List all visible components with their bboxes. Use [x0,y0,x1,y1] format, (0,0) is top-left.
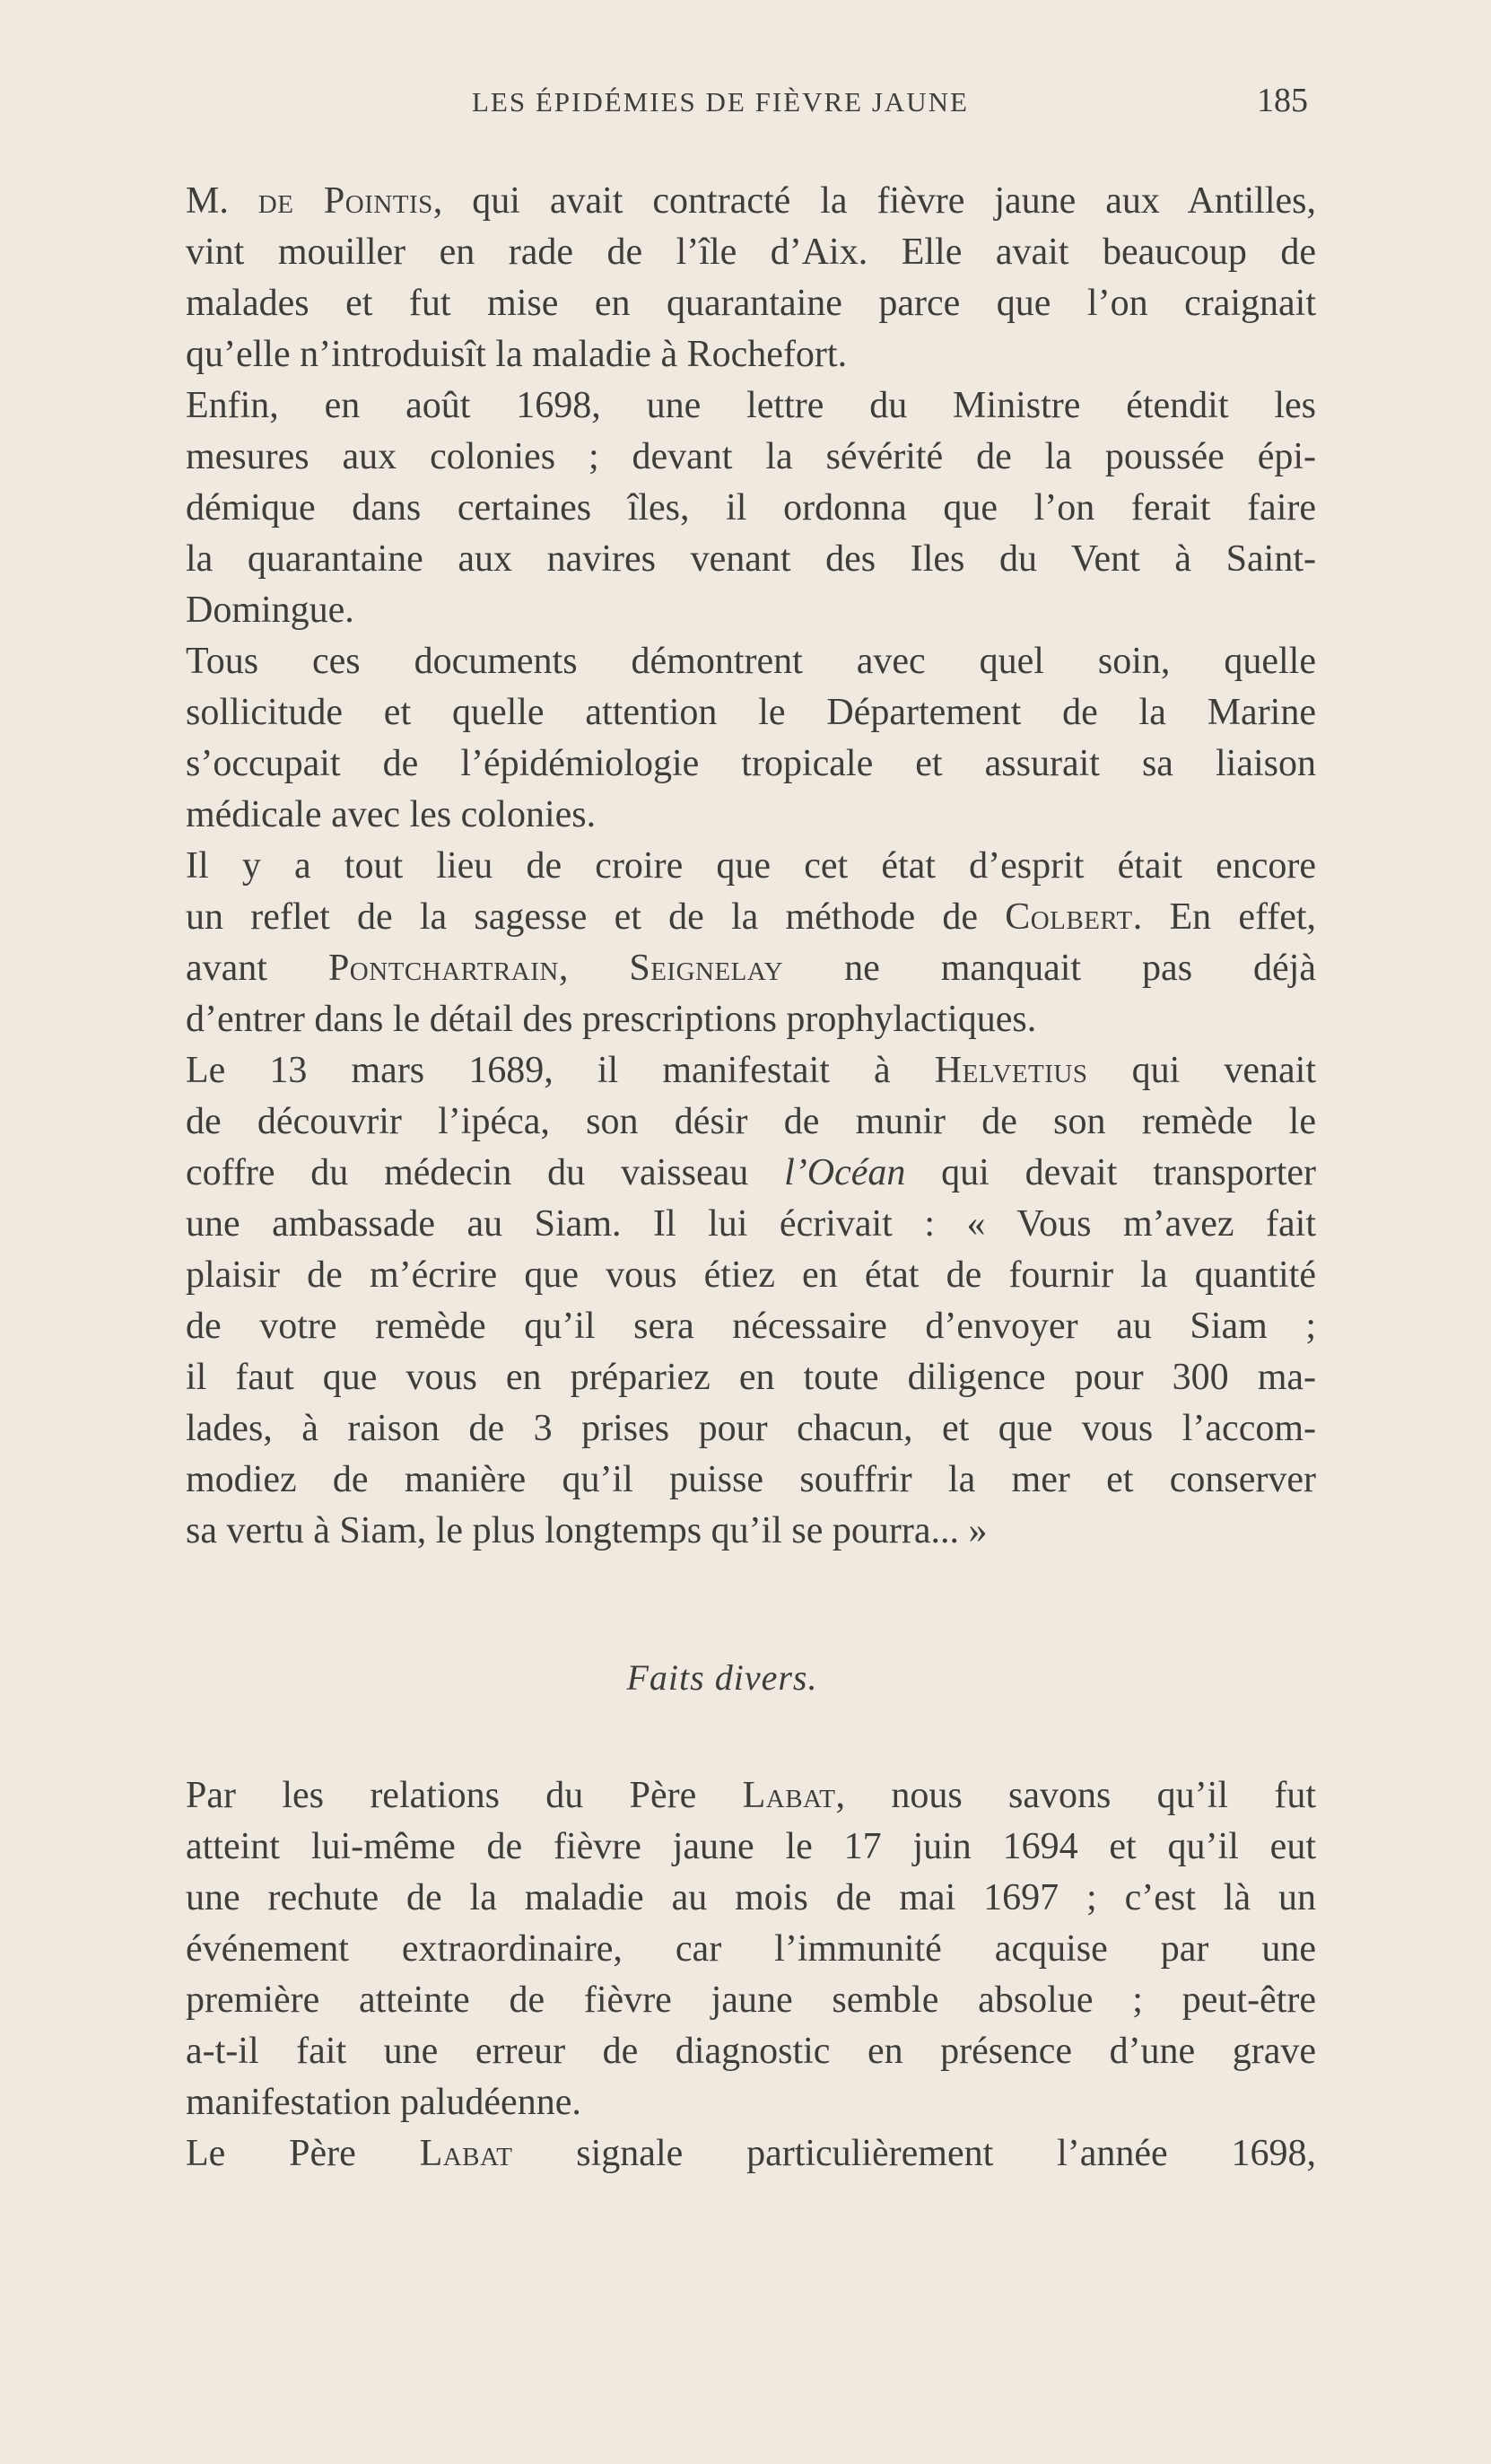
text-line [186,1975,1316,2026]
proper-name: Helvetius [934,1050,1088,1091]
text-line [186,1250,1316,1301]
text-line [186,636,1316,687]
text-run: mesures aux colonies ; devant la sévérité de la poussée épi- [186,436,1316,477]
text-run: a-t-il fait une erreur de diagnostic en présence d’une grave [186,2031,1316,2072]
body-text-part-2 [186,1770,1316,2180]
section-heading: Faits divers. [626,1657,818,1698]
text-run: d’entrer dans le détail des prescriptions prophylactiques. [186,999,1037,1040]
text-line [186,687,1316,738]
proper-name: de Pointis [257,180,433,222]
text-run: une rechute de la maladie au mois de mai 1697 ; c’est là un [186,1877,1316,1918]
text-run: qui venait [1087,1050,1316,1091]
text-line [186,1045,1316,1097]
text-line [186,1455,1316,1506]
text-run: qu’elle n’introduisît la maladie à Rochefort. [186,334,848,375]
text-run: s’occupait de l’épidémiologie tropicale et assurait sa liaison [186,743,1316,784]
text-run: de votre remède qu’il sera nécessaire d’envoyer au Siam ; [186,1306,1316,1347]
text-run: , [558,948,630,989]
text-line [186,1506,1316,1557]
text-line [186,1403,1316,1455]
text-run: modiez de manière qu’il puisse souffrir la mer et conserver [186,1459,1316,1500]
text-run: un reflet de la sagesse et de la méthode de [186,896,1006,938]
text-run: sollicitude et quelle attention le Département de la Marine [186,692,1316,733]
running-title: LES ÉPIDÉMIES DE FIÈVRE JAUNE [472,86,969,118]
italic-text: l’Océan [784,1152,906,1193]
proper-name: Seignelay [629,948,784,989]
text-run: Le Père [186,2133,420,2174]
text-line [186,994,1316,1045]
text-line [186,176,1316,227]
text-run: Domingue. [186,590,354,631]
text-run: vint mouiller en rade de l’île d’Aix. Elle avait beaucoup de [186,232,1316,273]
proper-name: Labat [419,2133,513,2174]
text-line [186,790,1316,841]
text-run: événement extraordinaire, car l’immunité acquise par une [186,1928,1316,1970]
text-run: la quarantaine aux navires venant des Iles du Vent à Saint- [186,538,1316,580]
text-run: démique dans certaines îles, il ordonna que l’on ferait faire [186,487,1316,529]
text-line [186,2077,1316,2128]
text-run: plaisir de m’écrire que vous étiez en état de fournir la quantité [186,1254,1316,1296]
page-number: 185 [1257,82,1308,119]
text-line [186,2026,1316,2077]
text-run: ne manquait pas déjà [783,948,1316,989]
text-line [186,585,1316,636]
text-line [186,329,1316,380]
text-run: il faut que vous en prépariez en toute diligence pour 300 ma- [186,1357,1316,1398]
text-line [186,1301,1316,1352]
text-line [186,1097,1316,1148]
text-line [186,943,1316,994]
text-run: première atteinte de fièvre jaune semble absolue ; peut-être [186,1979,1316,2021]
text-line [186,278,1316,329]
proper-name: Pontchartrain [327,948,559,989]
text-run: malades et fut mise en quarantaine parce que l’on craignait [186,283,1316,324]
text-run: de découvrir l’ipéca, son désir de munir de son remède le [186,1101,1316,1142]
text-run: une ambassade au Siam. Il lui écrivait : « Vous m’avez fait [186,1203,1316,1245]
text-line [186,483,1316,534]
text-line [186,892,1316,943]
proper-name: Colbert [1005,896,1133,938]
text-run: lades, à raison de 3 prises pour chacun, et que vous l’accom- [186,1408,1316,1449]
text-run: . En effet, [1132,896,1317,938]
text-line [186,1352,1316,1403]
text-run: coffre du médecin du vaisseau [186,1152,785,1193]
text-run: médicale avec les colonies. [186,794,597,835]
text-line [186,1148,1316,1199]
text-run: Par les relations du Père [186,1775,743,1816]
text-run: atteint lui-même de fièvre jaune le 17 juin 1694 et qu’il eut [186,1826,1316,1867]
text-run: , nous savons qu’il fut [835,1775,1317,1816]
text-line [186,1199,1316,1250]
text-line [186,1924,1316,1975]
text-run: Tous ces documents démontrent avec quel soin, quelle [186,641,1316,682]
text-run: avant [186,948,328,989]
text-run: manifestation paludéenne. [186,2082,581,2123]
text-run: Enfin, en août 1698, une lettre du Ministre étendit les [186,385,1316,426]
text-line [186,1770,1316,1822]
text-line [186,1873,1316,1924]
text-line [186,2128,1316,2180]
text-line [186,1822,1316,1873]
text-run: sa vertu à Siam, le plus longtemps qu’il se pourra... » [186,1510,988,1551]
text-line [186,227,1316,278]
text-run: , qui avait contracté la fièvre jaune aux Antilles, [432,180,1316,222]
text-run: Le 13 mars 1689, il manifestait à [186,1050,935,1091]
text-line [186,841,1316,892]
text-line [186,380,1316,432]
text-run: M. [186,180,258,222]
proper-name: Labat [742,1775,836,1816]
text-line [186,432,1316,483]
text-run: qui devait transporter [905,1152,1316,1193]
body-text-part-1 [186,176,1316,1557]
text-run: signale particulièrement l’année 1698, [512,2133,1316,2174]
text-run: Il y a tout lieu de croire que cet état d’esprit était encore [186,845,1316,887]
text-line [186,534,1316,585]
text-line [186,738,1316,790]
